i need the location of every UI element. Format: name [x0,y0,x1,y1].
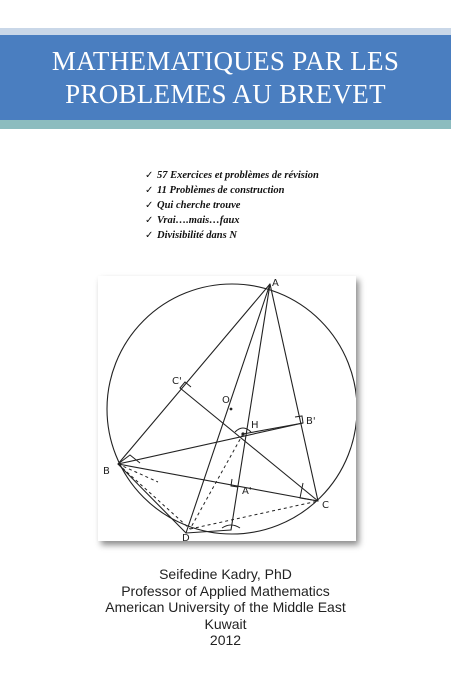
label-b-prime: B' [306,416,316,427]
topic-item [145,198,319,213]
side-ac [270,284,318,501]
publication-year: 2012 [209,632,242,648]
title-line-2: PROBLEMES AU BREVET [65,78,386,109]
topic-item [145,168,319,183]
topic-item [145,228,319,243]
side-ab [118,284,270,464]
geometry-figure [98,276,356,541]
label-c: C [322,500,329,511]
author-location: Kuwait [204,615,247,632]
geometry-drawing [98,276,356,541]
line-a-d [186,284,270,533]
topic-item [145,213,319,228]
altitude-b [118,423,303,464]
check-icon: ✓ [145,200,154,211]
check-icon: ✓ [145,230,154,241]
author-name: Seifedine Kadry, PhD [159,566,292,582]
label-d: D [182,533,190,541]
topic-item [145,183,319,198]
label-b: B [103,466,110,477]
bottom-accent-strip [0,120,451,129]
check-icon: ✓ [145,215,154,226]
topic-label: 11 Problèmes de construction [157,185,285,196]
point-h [241,432,244,435]
check-icon: ✓ [145,185,154,196]
title-banner [0,35,451,120]
label-a-prime: A' [242,486,252,497]
topic-label: Qui cherche trouve [157,200,241,211]
angle-mark-h [235,428,251,432]
author-institution: American University of the Middle East [105,599,346,615]
point-o [230,408,233,411]
chord-d-mid [186,530,231,533]
label-h: H [251,420,259,431]
dashed-h-d [190,434,243,529]
topic-label: Divisibilité dans N [157,230,237,241]
dashed-b-d [118,464,190,529]
author-block [0,566,451,649]
label-c-prime: C' [172,376,182,387]
topic-label: Vrai….mais…faux [157,215,240,226]
side-bc [118,464,318,501]
topic-label: 57 Exercices et problèmes de révision [157,170,319,181]
topic-list [145,168,319,243]
title-line-1: MATHEMATIQUES PAR LES [51,45,400,76]
author-position: Professor of Applied Mathematics [121,582,330,599]
top-accent-strip [0,28,451,35]
label-a: A [272,278,279,289]
check-icon: ✓ [145,170,154,181]
label-o: O [222,395,230,406]
